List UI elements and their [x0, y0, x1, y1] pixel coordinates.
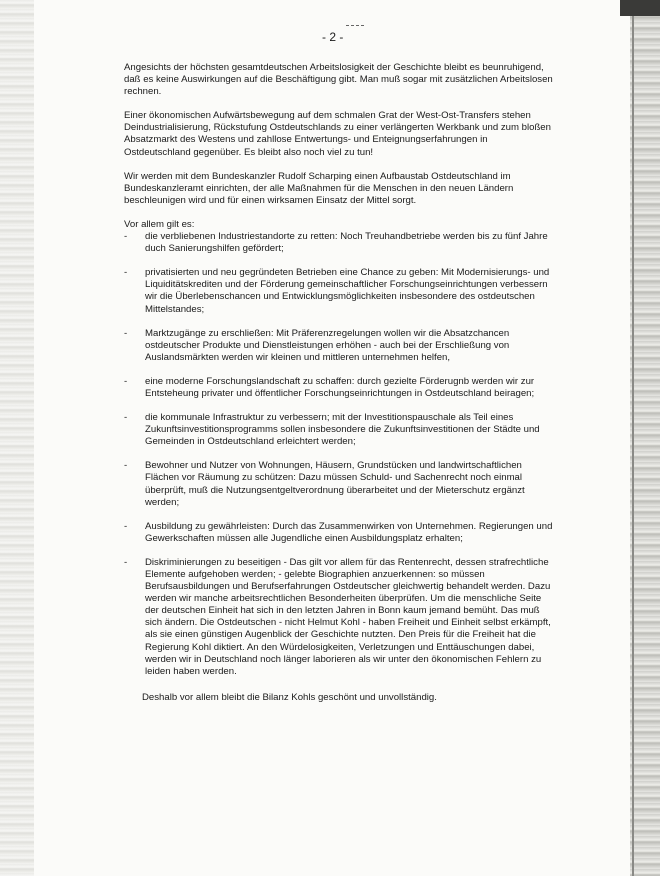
paragraph: Wir werden mit dem Bundeskanzler Rudolf Scharping einen Aufbaustab Ostdeutschland im Bundeskanzleramt einrichten, der alle Maßnahmen für die Menschen in den neuen Ländern beschleunigen wird und für einen wirksamen Einsatz der Mittel sorgt.: [124, 170, 514, 206]
scan-edge-left: [0, 0, 34, 876]
list-item: [124, 521, 556, 545]
list-item: [124, 328, 556, 364]
scan-edge-line: [632, 0, 634, 876]
list-dash: -: [124, 412, 128, 424]
list-item-text: Bewohner und Nutzer von Wohnungen, Häusern, Grundstücken und landwirtschaftlichen Flächen vor Räumung zu schützen: Dazu müssen Schuld- und Sachenrecht noch einmal überprüft, muß die Nutzungsentgeltverordnung überarbeitet und der Mieterschutz ergänzt werden;: [145, 460, 525, 508]
document-body: [124, 62, 556, 704]
list-item-text: Diskriminierungen zu beseitigen - Das gilt vor allem für das Rentenrecht, dessen strafrechtliche Elemente aufgehoben werden; - gelebte Biographien anzuerkennen: so müssen Berufsausbildungen und Berufserfahrungen Ostdeutscher gleichwertig behandelt werden. Dazu werden wir manche arbeitsrechtlichen Besonderheiten überprüfen. Um die menschliche Seite der deutschen Einheit hat sich in den letzten Jahren in Bonn kaum jemand bemüht. Das muß sich ändern. Die Ostdeutschen - nicht Helmut Kohl - haben Freiheit und Einheit selbst erkämpft, als sie einen günstigen Augenblick der Geschichte nutzten. Den Preis für die Freiheit hat die Regierung Kohl diktiert. An den Würdelosigkeiten, Verletzungen und Enttäuschungen dabei, werden wir in Deutschland noch länger laborieren als wir unter den ökonomischen Fehlern zu leiden haben werden.: [145, 556, 551, 677]
list-dash: -: [124, 556, 128, 568]
list-item: [124, 267, 556, 315]
page-number: - 2 -: [322, 30, 344, 44]
list-item: [124, 231, 556, 255]
list-item-text: die verbliebenen Industriestandorte zu retten: Noch Treuhandbetriebe werden bis zu fünf Jahre duch Sanierungshilfen gefördert;: [145, 231, 548, 255]
list-item-text: privatisierten und neu gegründeten Betrieben eine Chance zu geben: Mit Modernisierungs- und Liquiditätskrediten und der Förderung gemeinschaftlicher Forschungseinrichtungen verbessern wir die Überlebenschancen und Entwicklungsmöglichkeiten insbesondere des ostdeutschen Mittelstandes;: [145, 267, 550, 315]
list-item: [124, 557, 556, 678]
scan-mark: [346, 25, 364, 27]
closing-sentence: Deshalb vor allem bleibt die Bilanz Kohls geschönt und unvollständig.: [142, 691, 437, 703]
list-dash: -: [124, 267, 128, 279]
list-dash: -: [124, 231, 128, 243]
list-dash: -: [124, 327, 128, 339]
list-item-text: die kommunale Infrastruktur zu verbessern; mit der Investitionspauschale als Teil eines Zukunftsinvestitionsprogramms sollen insbesondere die Zukunftsinvestitionen der Städte und Gemeinden in Ostdeutschland erleichtert werden;: [145, 412, 540, 448]
list-dash: -: [124, 520, 128, 532]
scan-edge-right: [630, 0, 660, 876]
list-intro: Vor allem gilt es:: [124, 218, 195, 230]
paragraph: Angesichts der höchsten gesamtdeutschen Arbeitslosigkeit der Geschichte bleibt es beunruhigend, daß es keine Auswirkungen auf die Beschäftigung gibt. Man muß sogar mit zusätzlichen Arbeitslosen rechnen.: [124, 62, 553, 98]
list-item-text: Marktzugänge zu erschließen: Mit Präferenzregelungen wollen wir die Absatzchancen ostdeutscher Produkte und Dienstleistungen erhöhen - auch bei der Erschließung von Auslandsmärkten werden wir kleinen und mittleren unternehmen helfen,: [145, 327, 510, 363]
list-item-text: Ausbildung zu gewährleisten: Durch das Zusammenwirken von Unternehmen. Regierungen und Gewerkschaften müssen alle Jugendliche einen Ausbildungsplatz erhalten;: [145, 520, 553, 544]
list-dash: -: [124, 375, 128, 387]
scan-corner-shadow: [620, 0, 660, 16]
list-item-text: eine moderne Forschungslandschaft zu schaffen: durch gezielte Förderugnb werden wir zur Entsteheung privater und öffentlicher Forschungseinrichtungen in Ostdeutschland beiragen;: [145, 375, 535, 399]
list-item: [124, 460, 556, 508]
list-item: [124, 376, 556, 400]
list-item: [124, 412, 556, 448]
list-dash: -: [124, 460, 128, 472]
paragraph: Einer ökonomischen Aufwärtsbewegung auf dem schmalen Grat der West-Ost-Transfers stehen Deindustrialisierung, Rückstufung Ostdeutschlands zu einer verlängerten Werkbank und zum bloßen Absatzmarkt des Westens und zahllose Entwertungs- und Enteignungserfahrungen in Ostdeutschland gegenüber. Es bleibt also noch viel zu tun!: [124, 110, 551, 158]
